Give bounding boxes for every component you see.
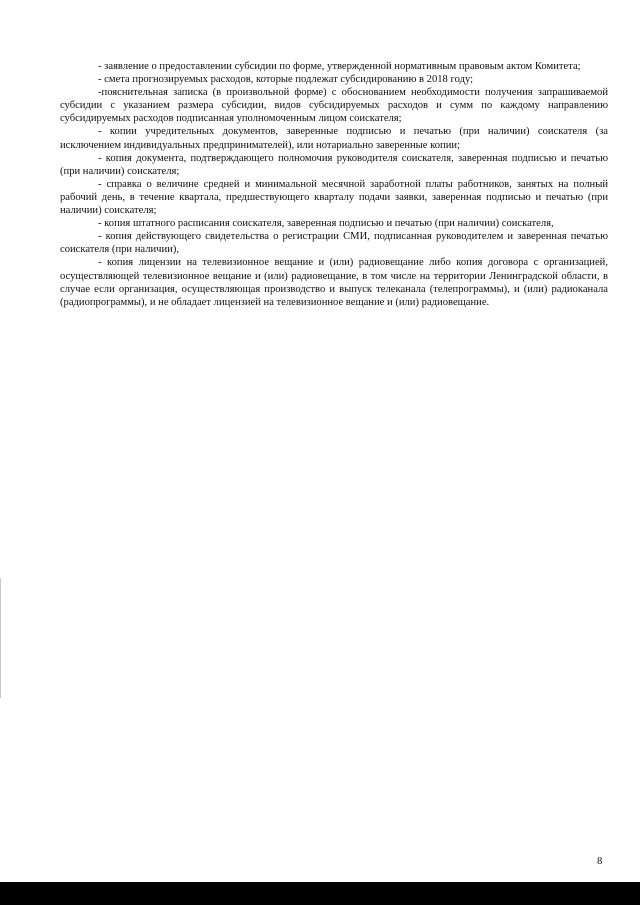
- paragraph-authority-document: - копия документа, подтверждающего полномочия руководителя соискателя, заверенная подписью и печатью (при наличии) соискателя;: [60, 152, 608, 177]
- paragraph-salary-certificate: - справка о величине средней и минимальной месячной заработной платы работников, занятых на полный рабочий день, в течение квартала, предшествующего кварталу подачи заявки, заверенная подписью и печатью (при наличии) соискателя;: [60, 178, 608, 217]
- paragraph-broadcast-license: - копия лицензии на телевизионное вещание и (или) радиовещание либо копия договора с организацией, осуществляющей телевизионное вещание и (или) радиовещание, в том числе на территории Ленинградской области, в случае если организация, осуществляющая производство и выпуск телеканала (телепрограммы), и (или) радиоканала (радиопрограммы), и не обладает лицензией на телевизионное вещание и (или) радиовещание.: [60, 257, 608, 308]
- paragraph-media-registration: - копия действующего свидетельства о регистрации СМИ, подписанная руководителем и заверенная печатью соискателя (при наличии),: [60, 231, 608, 256]
- paragraph-founding-documents: - копии учредительных документов, заверенные подписью и печатью (при наличии) соискателя (за исключением индивидуальных предпринимателей), или нотариально заверенные копии;: [60, 126, 608, 151]
- paragraph-staff-schedule: - копия штатного расписания соискателя, заверенная подписью и печатью (при наличии) соискателя,: [98, 218, 554, 230]
- paragraph-application-form: - заявление о предоставлении субсидии по форме, утвержденной нормативным правовым актом Комитета;: [98, 61, 581, 72]
- document-body: [60, 60, 608, 309]
- page-number: 8: [597, 856, 603, 867]
- paragraph-expense-estimate: - смета прогнозируемых расходов, которые подлежат субсидированию в 2018 году;: [98, 74, 474, 86]
- scan-bottom-bar: [0, 882, 640, 905]
- paragraph-explanatory-note: -пояснительная записка (в произвольной форме) с обоснованием необходимости получения запрашиваемой субсидии с указанием размера субсидии, видов субсидируемых расходов и сумм по каждому направлению субсидируемых расходов подписанная уполномоченным лицом соискателя;: [60, 87, 608, 125]
- scan-edge-artifact: [0, 578, 1, 698]
